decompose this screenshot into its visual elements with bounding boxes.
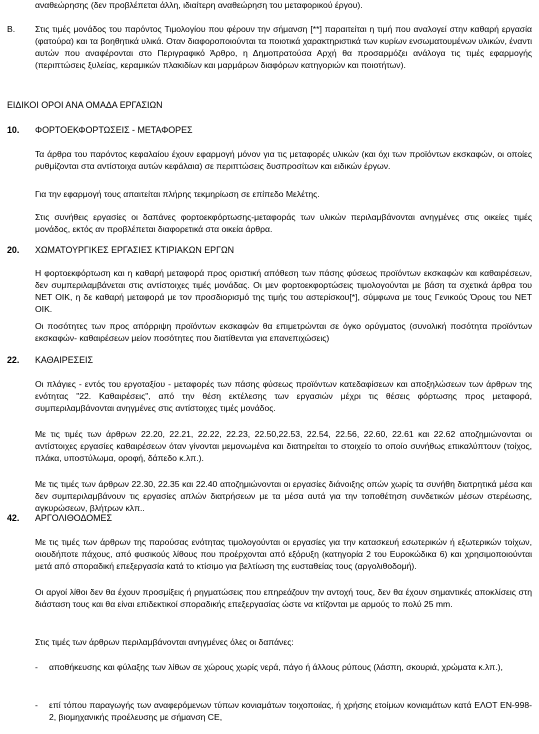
item-b-marker: Β. bbox=[7, 24, 16, 34]
section-20-title: ΧΩΜΑΤΟΥΡΓΙΚΕΣ ΕΡΓΑΣΙΕΣ ΚΤΙΡΙΑΚΩΝ ΕΡΓΩΝ bbox=[35, 245, 235, 255]
section-10-paragraph: Για την εφαρμογή τους απαιτείται πλήρης τεκμηρίωση σε επίπεδο Μελέτης. bbox=[35, 189, 320, 199]
bullet-item: αποθήκευσης και φύλαξης των λίθων σε χώρους χωρίς νερά, πάγο ή άλλους ρύπους (λάσπη, σκουριά, χρώματα κ.λπ.), bbox=[49, 662, 503, 672]
section-22-paragraph: Με τις τιμές των άρθρων 22.30, 22.35 και 22.40 αποζημιώνονται οι εργασίες διάνοιξης οπών χωρίς τα συνήθη διατρητικά μέσα και δεν συμπεριλαμβάνουν τις εργασίες απλών διατρήσεων με τα μέσα αυτά για την τοποθέτηση συνδετικών μέσων στερέωσης, αγκυρώσεων, βλήτρων κλπ.. bbox=[35, 479, 532, 514]
intro-line: αναθεώρησης (δεν προβλέπεται άλλη, ιδιαίτερη αναθεώρηση του μεταφορικού έργου). bbox=[35, 0, 363, 10]
section-10-number: 10. bbox=[7, 125, 20, 135]
section-22-title: ΚΑΘΑΙΡΕΣΕΙΣ bbox=[35, 355, 93, 365]
section-42-paragraph: Στις τιμές των άρθρων περιλαμβάνονται ανηγμένες όλες οι δαπάνες: bbox=[35, 637, 294, 647]
section-42-title: ΑΡΓΟΛΙΘΟΔΟΜΕΣ bbox=[35, 513, 112, 523]
section-10-title: ΦΟΡΤΟΕΚΦΟΡΤΩΣΕΙΣ - ΜΕΤΑΦΟΡΕΣ bbox=[35, 125, 193, 135]
section-10-paragraph: Στις συνήθεις εργασίες οι δαπάνες φορτοεκφόρτωσης-μεταφοράς των υλικών περιλαμβάνονται ανηγμένες στις οικείες τιμές μονάδος, εκτός αν προβλέπεται διαφορετικά στα οικεία άρθρα. bbox=[35, 212, 532, 235]
item-b-text: Στις τιμές μονάδος του παρόντος Τιμολογίου που φέρουν την σήμανση [**] παραιτείται η τιμή που αναλογεί στην καθαρή εργασία (φατούρα) και τα βοηθητικά υλικά. Οταν διαφοροποιούνται τα ποιοτικά χαρακτηριστικά των κυρίων ενσωματουμένων υλικών, έναντι αυτών που αναφέρονται στο Περιγραφικό Άρθρο, η Δημοπρατούσα Αρχή θα προσαρμόζει ανάλογα τις τιμές εφαρμογής (περιπτώσεις ξυλείας, κεραμικών πλακιδίων και μαρμάρων διαφόρων κατηγοριών και ποιοτήτων). bbox=[35, 24, 532, 71]
section-20-paragraph: Οι ποσότητες των προς απόρριψη προϊόντων εκσκαφών θα επιμετρώνται σε όγκο ορύγματος (συνολική ποσότητα προϊόντων εκσκαφών- καθαιρέσεων μείον ποσότητες που διατίθενται για επανεπιχώσεις) bbox=[35, 321, 532, 344]
section-22-paragraph: Με τις τιμές των άρθρων 22.20, 22.21, 22.22, 22.23, 22.50,22.53, 22.54, 22.56, 22.60, 22.61 και 22.62 αποζημιώνονται οι αντίστοιχες εργασίες καθαιρέσεων όταν γίνονται μεμονωμένα και διατηρείται το στοιχείο το οποίο συνήθως επικαλύπτουν (τοίχος, πλάκα, υποστύλωμα, οροφή, δάπεδο κ.λπ.). bbox=[35, 429, 532, 464]
section-10-paragraph: Τα άρθρα του παρόντος κεφαλαίου έχουν εφαρμογή μόνον για τις μεταφορές υλικών (και όχι των προϊόντων εκσκαφών, οι οποίες ρυθμίζονται στα αντίστοιχα αυτών κεφάλαια) σε περιπτώσεις δυσπροσίτων και ειδικών έργων. bbox=[35, 149, 532, 172]
bullet-marker: - bbox=[35, 700, 38, 710]
section-42-paragraph: Οι αργοί λίθοι δεν θα έχουν προσμίξεις ή ρηγματώσεις που επηρεάζουν την αντοχή τους, δεν θα έχουν σημαντικές αποκλίσεις στη διάσταση τους και θα είναι επιδεκτικοί σποραδικής επεξεργασίας ώστε να κτίζονται με αρμούς το πολύ 25 mm. bbox=[35, 587, 532, 610]
section-20-paragraph: Η φορτοεκφόρτωση και η καθαρή μεταφορά προς οριστική απόθεση των πάσης φύσεως προϊόντων εκσκαφών και καθαιρέσεων, δεν συμπεριλαμβάνεται στις αντίστοιχες τιμές μονάδας. Οι μεν φορτοεκφορτώσεις τιμολογούνται με βάση τα σχετικά άρθρα του ΝΕΤ ΟΙΚ, η δε καθαρή μεταφορά με τον προσδιορισμό της τιμής του αστερίσκου[*], σύμφωνα με τους Γενικούς Όρους του ΝΕΤ ΟΙΚ. bbox=[35, 268, 532, 315]
section-22-number: 22. bbox=[7, 355, 20, 365]
bullet-marker: - bbox=[35, 662, 38, 672]
bullet-item: επί τόπου παραγωγής των αναφερόμενων τύπων κονιαμάτων τοιχοποιίας, ή χρήσης ετοίμων κονιαμάτων κατά ΕΛΟΤ ΕΝ-998-2, βιομηχανικής προέλευσης με σήμανση CE, bbox=[49, 700, 532, 723]
section-20-number: 20. bbox=[7, 245, 20, 255]
special-terms-heading: ΕΙΔΙΚΟΙ ΟΡΟΙ ΑΝΑ ΟΜΑΔΑ ΕΡΓΑΣΙΩΝ bbox=[7, 100, 163, 110]
section-42-number: 42. bbox=[7, 513, 20, 523]
section-42-paragraph: Με τις τιμές των άρθρων της παρούσας ενότητας τιμολογούνται οι εργασίες για την κατασκευή εσωτερικών ή εξωτερικών τοίχων, οιουδήποτε πάχους, από φυσικούς λίθους που προέρχονται από εξόρυξη (κατηγορία 2 του Ευροκώδικα 6) και χρησιμοποιούνται μετά από σποραδική επεξεργασία κατά το κτίσιμο για βελτίωση της ευσταθείας τους (αργολιθοδομή). bbox=[35, 537, 532, 572]
section-22-paragraph: Οι πλάγιες - εντός του εργοταξίου - μεταφορές των πάσης φύσεως προϊόντων κατεδαφίσεων και αποξηλώσεων των άρθρων της ενότητας "22. Καθαιρέσεις", από την θέση εκτέλεσης των εργασιών μέχρι τις θέσεις φόρτωσης προς μεταφορά, συμπεριλαμβάνονται ανηγμένες στις αντίστοιχες τιμές μονάδος. bbox=[35, 379, 532, 414]
